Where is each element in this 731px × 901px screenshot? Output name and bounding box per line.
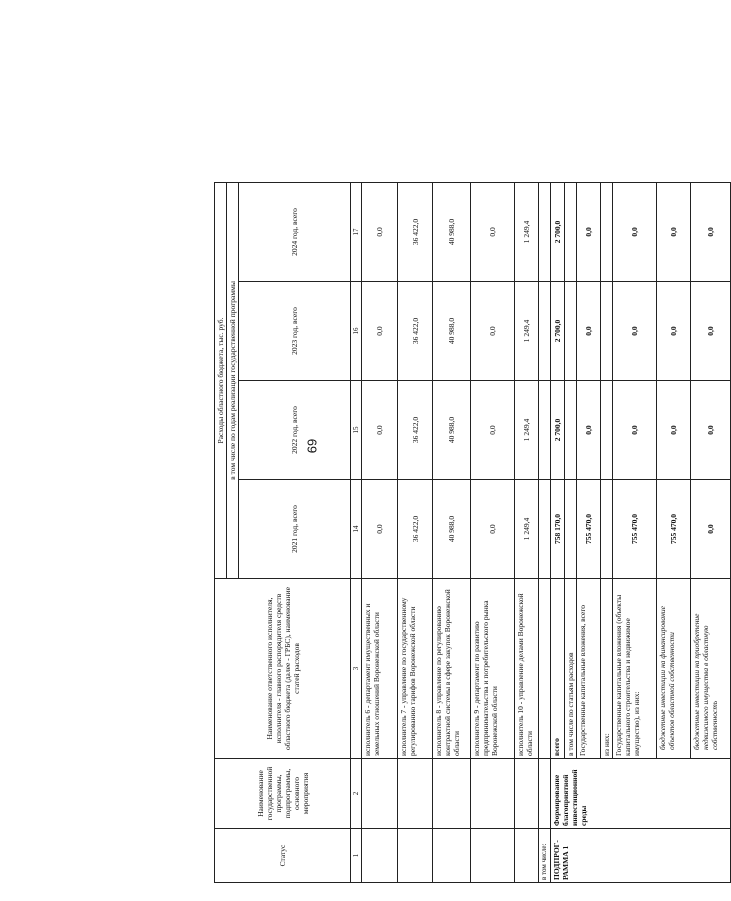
header-expenses-sub: в том числе по годам реализации государственной программы	[227, 182, 239, 578]
budget-table	[214, 182, 731, 883]
program-cell	[362, 759, 398, 829]
column-number: 2	[351, 759, 362, 829]
status-cell	[362, 829, 398, 883]
value-cell: 1 249,4	[515, 182, 539, 281]
value-cell: 0,0	[362, 381, 398, 480]
value-cell: 755 470,0	[576, 480, 600, 579]
status-cell	[433, 829, 471, 883]
in-that-number-label: в том числе:	[539, 829, 550, 883]
value-cell: 755 470,0	[656, 480, 690, 579]
value-cell: 36 422,0	[398, 381, 433, 480]
table-row	[433, 182, 471, 882]
program-cell	[515, 759, 539, 829]
header-year-2024: 2024 год, всего	[239, 182, 351, 281]
value-cell: 0,0	[690, 480, 730, 579]
header-expenses-title: Расходы областного бюджета, тыс. руб.	[215, 182, 227, 578]
page-number: 69	[304, 438, 320, 454]
rotated-budget-table	[214, 183, 719, 883]
value-cell: 0,0	[612, 282, 656, 381]
value-cell	[600, 381, 612, 480]
status-cell	[515, 829, 539, 883]
program-cell	[398, 759, 433, 829]
executor-cell: бюджетные инвестиции на финансирование объектов областной собственности	[656, 579, 690, 759]
column-number: 15	[351, 381, 362, 480]
table-row	[550, 182, 564, 882]
subprogram-status: ПОДПРОГ-РАММА 1	[550, 829, 730, 883]
value-cell: 0,0	[471, 480, 515, 579]
table-row	[515, 182, 539, 882]
column-number: 3	[351, 579, 362, 759]
header-year-2022: 2022 год, всего	[239, 381, 351, 480]
table-row	[362, 182, 398, 882]
column-number: 1	[351, 829, 362, 883]
executor-cell: Государственные капитальные вложения (объекты капитального строительства и недвижимое имущество), из них:	[612, 579, 656, 759]
value-cell: 0,0	[471, 182, 515, 281]
executor-cell: из них:	[600, 579, 612, 759]
header-program: Наименование государственной программы, подпрограммы, основного мероприятия	[215, 759, 351, 829]
value-cell: 0,0	[576, 381, 600, 480]
executor-cell: исполнитель 10 - управление делами Воронежской области	[515, 579, 539, 759]
program-cell	[433, 759, 471, 829]
value-cell: 0,0	[362, 182, 398, 281]
value-cell: 40 988,0	[433, 282, 471, 381]
value-cell	[564, 182, 576, 281]
value-cell: 755 470,0	[612, 480, 656, 579]
program-cell	[471, 759, 515, 829]
value-cell: 1 249,4	[515, 480, 539, 579]
value-cell: 0,0	[576, 282, 600, 381]
executor-cell: в том числе по статьям расходов	[564, 579, 576, 759]
value-cell: 0,0	[690, 182, 730, 281]
header-status: Статус	[215, 829, 351, 883]
value-cell	[600, 480, 612, 579]
value-cell: 0,0	[656, 381, 690, 480]
value-cell	[564, 480, 576, 579]
executor-cell: исполнитель 6 - департамент имущественных и земельных отношений Воронежской области	[362, 579, 398, 759]
header-year-2023: 2023 год, всего	[239, 282, 351, 381]
value-cell	[600, 182, 612, 281]
value-cell: 0,0	[690, 282, 730, 381]
value-cell: 40 988,0	[433, 480, 471, 579]
header-executor: Наименование ответственного исполнителя, исполнителя - главного распорядителя средств областного бюджета (далее - ГРБС), наименование статей расходов	[215, 579, 351, 759]
value-cell: 40 988,0	[433, 381, 471, 480]
value-cell: 2 700,0	[550, 381, 564, 480]
value-cell: 36 422,0	[398, 282, 433, 381]
value-cell: 2 700,0	[550, 282, 564, 381]
value-cell: 0,0	[612, 182, 656, 281]
value-cell: 758 170,0	[550, 480, 564, 579]
value-cell	[564, 381, 576, 480]
subprogram-name: Формирование благоприятной инвестиционной среды	[550, 759, 730, 829]
value-cell: 0,0	[471, 282, 515, 381]
value-cell: 0,0	[612, 381, 656, 480]
executor-cell: исполнитель 9 - департамент по развитию предпринимательства и потребительского рынка Воронежской области	[471, 579, 515, 759]
executor-cell: всего	[550, 579, 564, 759]
column-number: 16	[351, 282, 362, 381]
value-cell	[600, 282, 612, 381]
value-cell: 0,0	[656, 282, 690, 381]
value-cell: 0,0	[690, 381, 730, 480]
status-cell	[471, 829, 515, 883]
value-cell: 1 249,4	[515, 282, 539, 381]
executor-cell: исполнитель 7 - управление по государственному регулированию тарифов Воронежской области	[398, 579, 433, 759]
value-cell: 36 422,0	[398, 480, 433, 579]
value-cell: 0,0	[362, 480, 398, 579]
value-cell: 36 422,0	[398, 182, 433, 281]
value-cell: 1 249,4	[515, 381, 539, 480]
executor-cell: Государственные капитальные вложения, всего	[576, 579, 600, 759]
value-cell: 2 700,0	[550, 182, 564, 281]
status-cell	[398, 829, 433, 883]
executor-cell: исполнитель 8 - управление по регулированию контрактной системы в сфере закупок Воронежской области	[433, 579, 471, 759]
table-row	[398, 182, 433, 882]
value-cell: 40 988,0	[433, 182, 471, 281]
table-row	[471, 182, 515, 882]
header-year-2021: 2021 год, всего	[239, 480, 351, 579]
column-number: 14	[351, 480, 362, 579]
column-number: 17	[351, 182, 362, 281]
value-cell: 0,0	[362, 282, 398, 381]
value-cell	[564, 282, 576, 381]
value-cell: 0,0	[656, 182, 690, 281]
value-cell: 0,0	[576, 182, 600, 281]
executor-cell: бюджетные инвестиции на приобретение недвижимого имущества в областную собственность	[690, 579, 730, 759]
value-cell: 0,0	[471, 381, 515, 480]
